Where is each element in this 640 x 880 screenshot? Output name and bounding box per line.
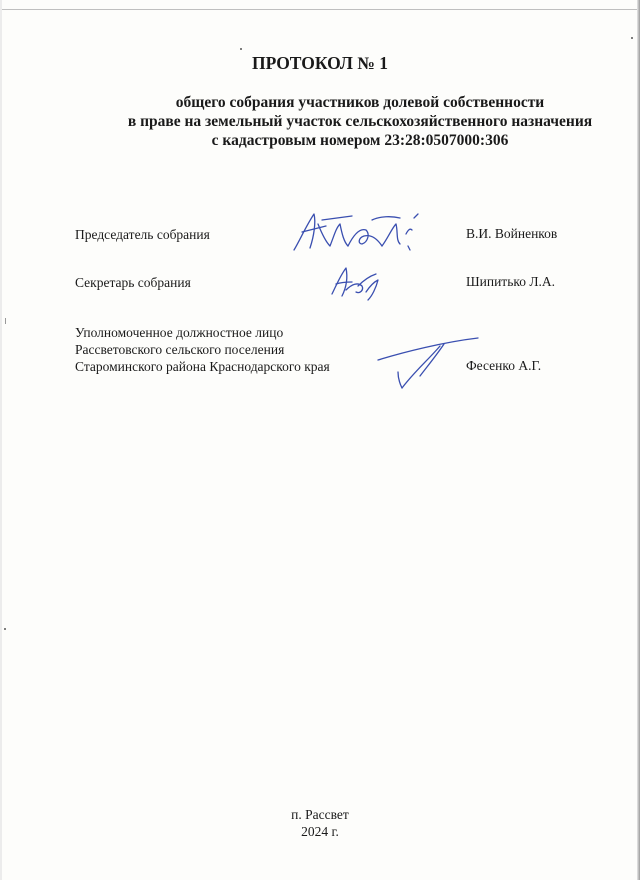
secretary-role [75, 274, 191, 291]
document-subtitle [96, 93, 624, 150]
scan-top-edge-line [0, 9, 640, 10]
role-line: Уполномоченное должностное лицо [75, 325, 284, 340]
subtitle-line: с кадастровым номером 23:28:0507000:306 [211, 132, 509, 149]
document-footer [0, 806, 640, 840]
official-name: Фесенко А.Г. [466, 358, 542, 373]
footer-year: 2024 г. [301, 824, 339, 839]
scan-left-edge [0, 0, 2, 880]
scan-speck [5, 318, 6, 324]
scan-speck [4, 628, 6, 630]
role-line: Рассветовского сельского поселения [75, 342, 285, 357]
footer-place: п. Рассвет [291, 807, 349, 822]
role-line: Секретарь собрания [75, 275, 191, 290]
subtitle-line: общего собрания участников долевой собственности [175, 94, 545, 111]
scan-speck [240, 48, 242, 50]
secretary-name: Шипитько Л.А. [466, 274, 556, 289]
role-line: Председатель собрания [75, 227, 210, 242]
chairman-role [75, 226, 210, 243]
secretary-signature [328, 262, 388, 302]
subtitle-line: в праве на земельный участок сельскохозяйственного назначения [127, 113, 593, 130]
official-role [75, 324, 330, 375]
chairman-signature [288, 206, 428, 258]
scan-speck [631, 37, 633, 39]
role-line: Староминского района Краснодарского края [75, 359, 330, 374]
chairman-name: В.И. Войненков [466, 226, 558, 241]
document-title: ПРОТОКОЛ № 1 [252, 53, 388, 73]
